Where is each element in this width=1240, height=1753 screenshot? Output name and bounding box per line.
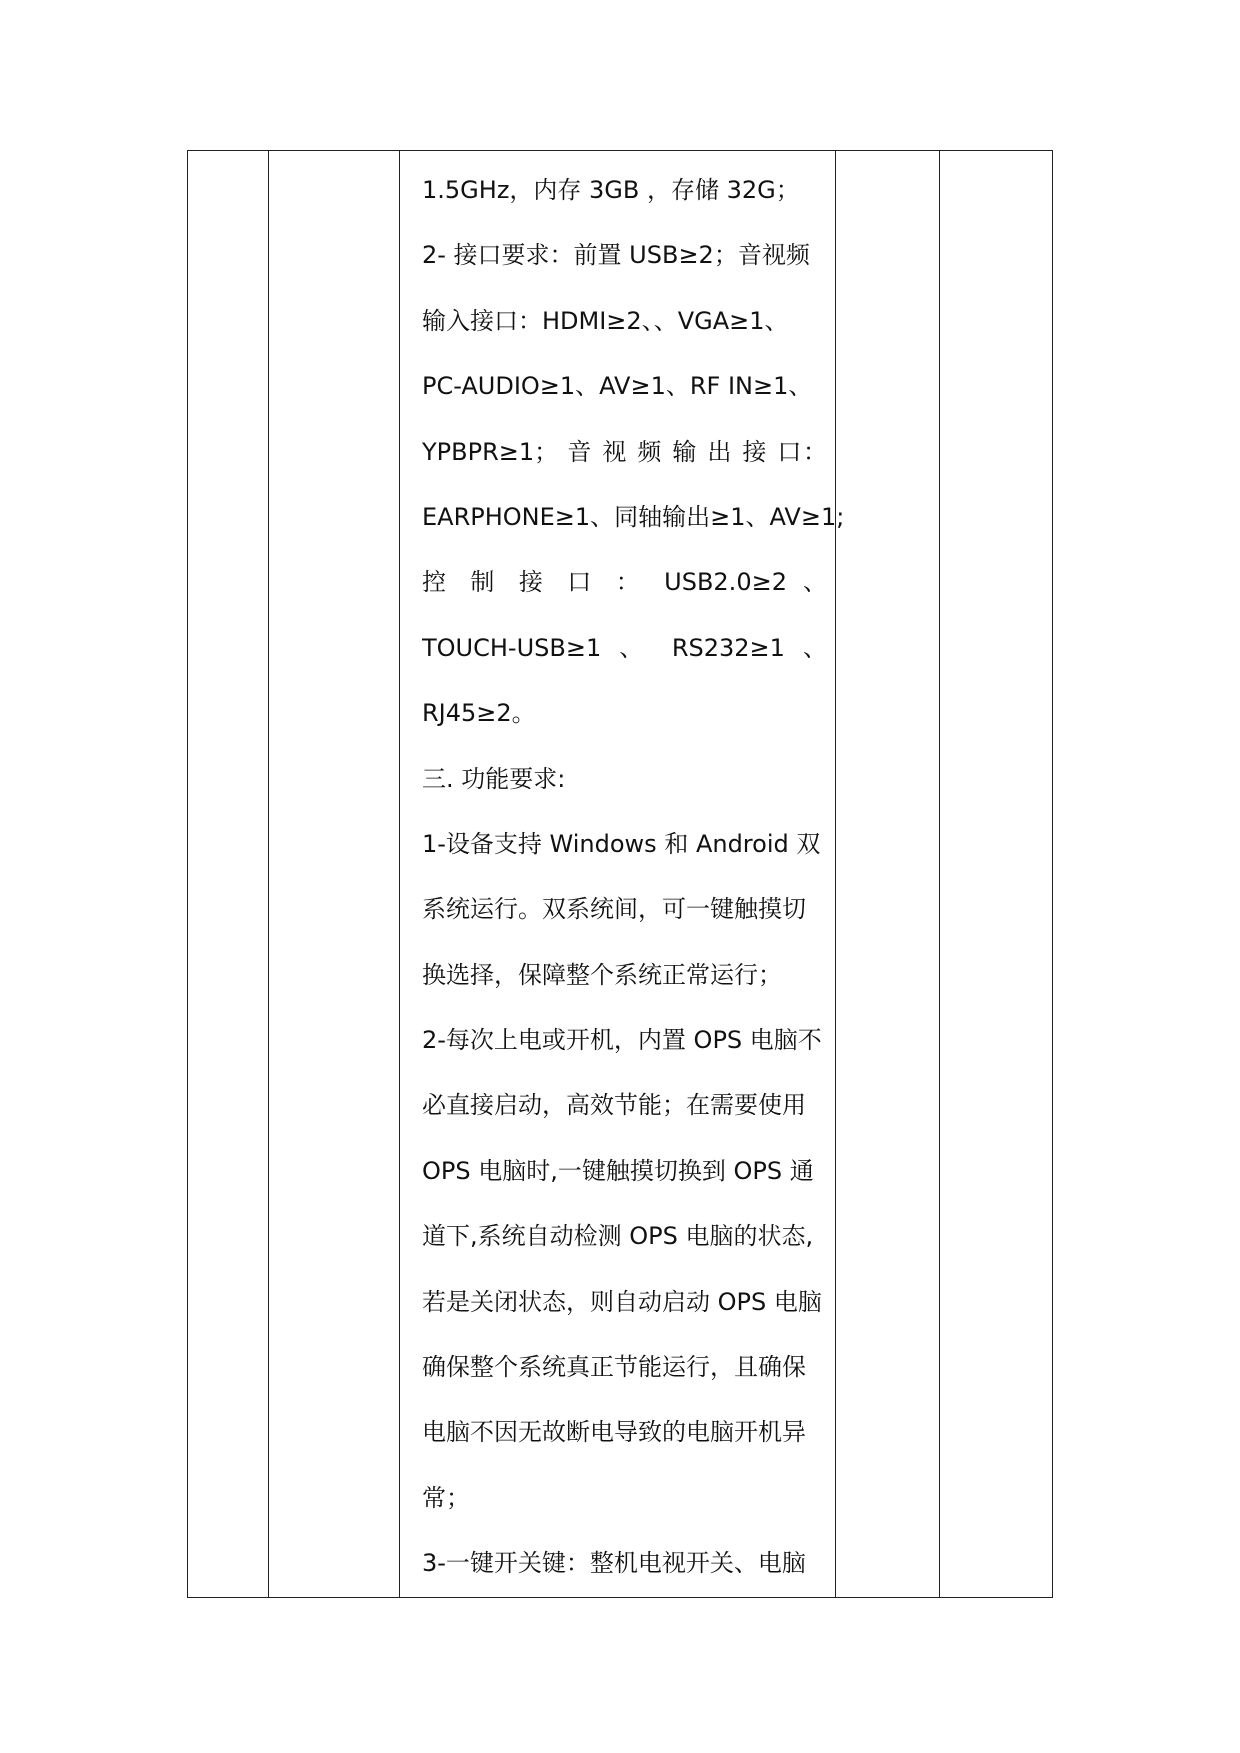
spec-line: TOUCH-USB≥1 、 RS232≥1 、 [422, 633, 827, 662]
spec-line: RJ45≥2。 [422, 699, 536, 728]
spec-line: OPS 电脑时,一键触摸切换到 OPS 通 [422, 1156, 814, 1185]
spec-line: EARPHONE≥1、同轴输出≥1、AV≥1; [422, 502, 845, 531]
spec-line: 常； [422, 1483, 470, 1512]
spec-line: YPBPR≥1； 音 视 频 输 出 接 口： [422, 437, 827, 466]
spec-line: 确保整个系统真正节能运行，且确保 [422, 1353, 806, 1382]
table-cell-1 [188, 151, 269, 1598]
spec-line: 输入接口：HDMI≥2、、VGA≥1、 [422, 306, 789, 335]
spec-line: 道下,系统自动检测 OPS 电脑的状态, [422, 1222, 814, 1251]
spec-table [187, 150, 1053, 1598]
spec-line: 3-一键开关键：整机电视开关、电脑 [422, 1549, 806, 1578]
spec-line: 2-每次上电或开机，内置 OPS 电脑不 [422, 1026, 822, 1055]
spec-line: 2- 接口要求：前置 USB≥2；音视频 [422, 241, 810, 270]
table-cell-5 [940, 151, 1053, 1598]
spec-line: 1.5GHz，内存 3GB ，存储 32G； [422, 176, 800, 204]
spec-line: 控 制 接 口 ： USB2.0≥2 、 [422, 568, 827, 597]
spec-line: 1-设备支持 Windows 和 Android 双 [422, 829, 821, 858]
table-cell-2 [269, 151, 400, 1598]
spec-text-block [400, 151, 845, 1597]
spec-line: PC-AUDIO≥1、AV≥1、RF IN≥1、 [422, 372, 813, 401]
spec-line: 系统运行。双系统间，可一键触摸切 [422, 895, 806, 924]
spec-line: 必直接启动，高效节能；在需要使用 [422, 1091, 806, 1120]
spec-line: 换选择，保障整个系统正常运行； [422, 960, 782, 989]
table-cell-spec [400, 151, 845, 1598]
spec-line: 电脑不因无故断电导致的电脑开机异 [422, 1418, 806, 1447]
table-row [188, 151, 1053, 1598]
table-cell-4 [836, 151, 940, 1598]
spec-line: 若是关闭状态，则自动启动 OPS 电脑 [422, 1287, 822, 1316]
spec-line: 三. 功能要求: [422, 764, 566, 793]
